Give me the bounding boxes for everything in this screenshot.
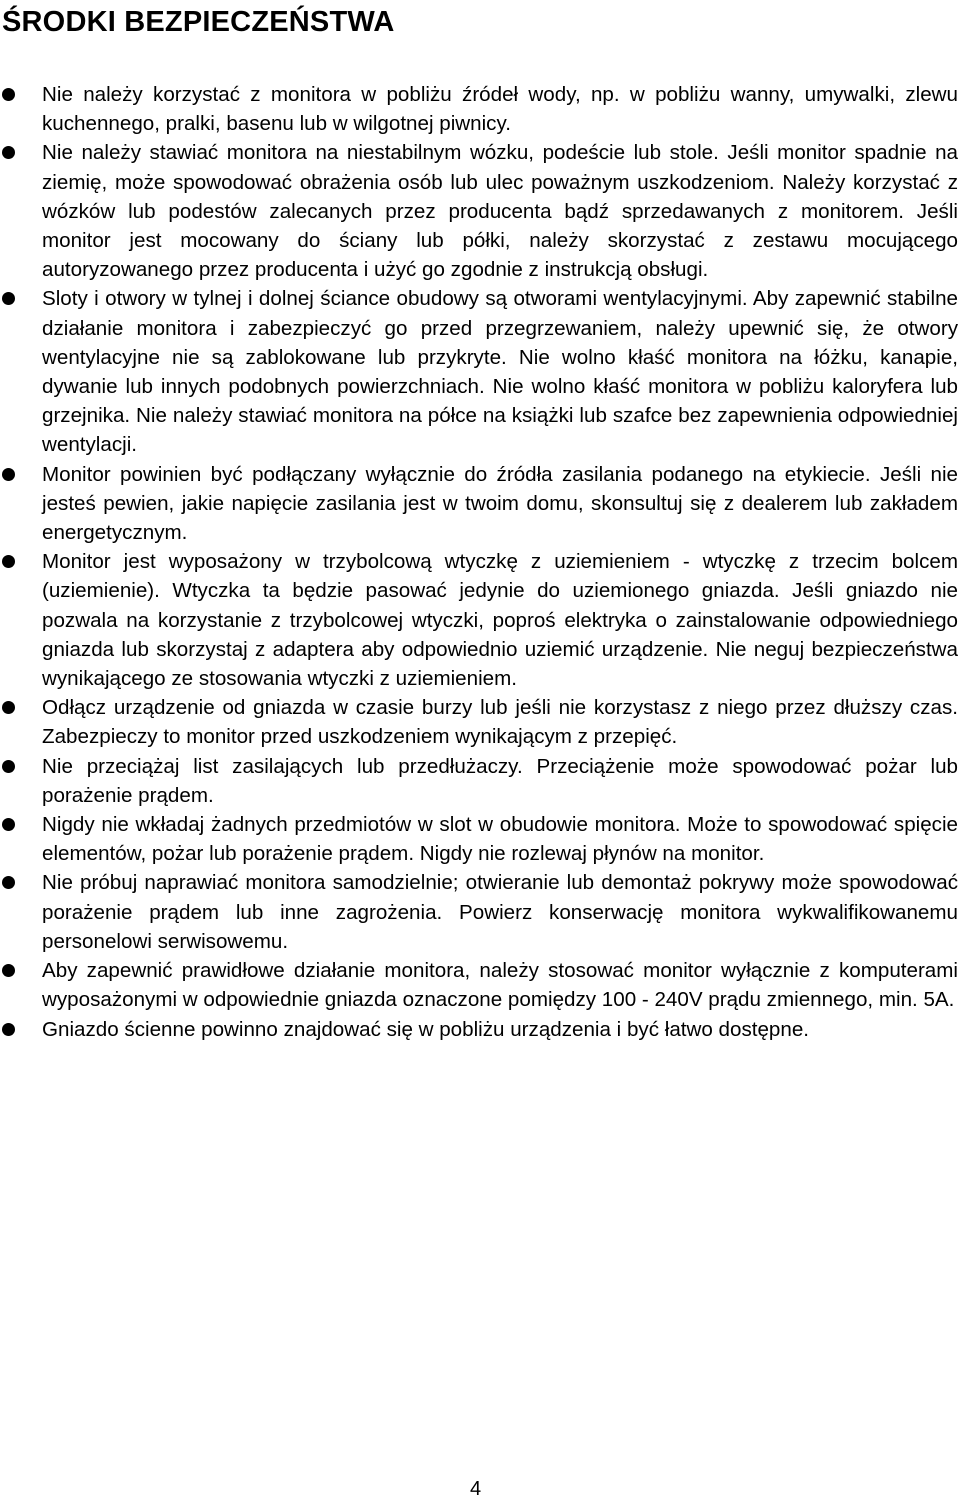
- list-item: [0, 80, 960, 138]
- list-item-text: Sloty i otwory w tylnej i dolnej ściance obudowy są otworami wentylacyjnymi. Aby zapewnić stabilne działanie monitora i zabezpieczyć go przed przegrzewaniem, należy upewnić się, że otwory wentylacyjne nie są zablokowane lub przykryte. Nie wolno kłaść monitora na łóżku, kanapie, dywanie lub innych podobnych powierzchniach. Nie wolno kłaść monitora w pobliżu kaloryfera lub grzejnika. Nie należy stawiać monitora na półce na książki lub szafce bez zapewnienia odpowiedniej wentylacji.: [42, 287, 958, 457]
- list-item: [0, 810, 960, 868]
- list-item: [0, 547, 960, 693]
- page-number: 4: [470, 1478, 482, 1500]
- list-item-text: Nie należy korzystać z monitora w pobliżu źródeł wody, np. w pobliżu wanny, umywalki, zlewu kuchennego, pralki, basenu lub w wilgotnej piwnicy.: [42, 83, 958, 136]
- list-item-text: Monitor powinien być podłączany wyłącznie do źródła zasilania podanego na etykiecie. Jeśli nie jesteś pewien, jakie napięcie zasilania jest w twoim domu, skonsultuj się z dealerem lub zakładem energetycznym.: [42, 462, 958, 545]
- bullet-icon: [2, 876, 15, 889]
- safety-list: [0, 80, 960, 1044]
- bullet-icon: [2, 555, 15, 568]
- list-item: [0, 460, 960, 548]
- list-item: [0, 1015, 960, 1044]
- list-item-text: Monitor jest wyposażony w trzybolcową wtyczkę z uziemieniem - wtyczkę z trzecim bolcem (uziemienie). Wtyczka ta będzie pasować jedynie do uziemionego gniazda. Jeśli gniazdo nie pozwala na korzystanie z trzybolcowej wtyczki, poproś elektryka o zainstalowanie odpowiedniego gniazda lub skorzystaj z adaptera aby odpowiednio uziemić urządzenie. Nie neguj bezpieczeństwa wynikającego ze stosowania wtyczki z uziemieniem.: [42, 550, 958, 691]
- bullet-icon: [2, 468, 15, 481]
- list-item: [0, 693, 960, 751]
- list-item: [0, 868, 960, 956]
- list-item-text: Nigdy nie wkładaj żadnych przedmiotów w slot w obudowie monitora. Może to spowodować spięcie elementów, pożar lub porażenie prądem. Nigdy nie rozlewaj płynów na monitor.: [42, 813, 958, 866]
- page-title: ŚRODKI BEZPIECZEŃSTWA: [2, 6, 395, 38]
- list-item: [0, 752, 960, 810]
- list-item-text: Nie próbuj naprawiać monitora samodzielnie; otwieranie lub demontaż pokrywy może spowodować porażenie prądem lub inne zagrożenia. Powierz konserwację monitora wykwalifikowanemu personelowi serwisowemu.: [42, 871, 958, 953]
- bullet-icon: [2, 964, 15, 977]
- bullet-icon: [2, 818, 15, 831]
- list-item-text: Nie przeciążaj list zasilających lub przedłużaczy. Przeciążenie może spowodować pożar lub porażenie prądem.: [42, 754, 958, 807]
- bullet-icon: [2, 1023, 15, 1036]
- bullet-icon: [2, 146, 15, 159]
- list-item: [0, 956, 960, 1014]
- bullet-icon: [2, 701, 15, 714]
- list-item: [0, 138, 960, 284]
- list-item-text: Gniazdo ścienne powinno znajdować się w pobliżu urządzenia i być łatwo dostępne.: [42, 1017, 810, 1041]
- list-item-text: Aby zapewnić prawidłowe działanie monitora, należy stosować monitor wyłącznie z komputerami wyposażonymi w odpowiednie gniazda oznaczone pomiędzy 100 - 240V prądu zmiennego, min. 5A.: [42, 959, 958, 1012]
- bullet-icon: [2, 88, 15, 101]
- list-item-text: Odłącz urządzenie od gniazda w czasie burzy lub jeśli nie korzystasz z niego przez dłuższy czas. Zabezpieczy to monitor przed uszkodzeniem wynikającym z przepięć.: [42, 696, 958, 749]
- list-item: [0, 284, 960, 459]
- bullet-icon: [2, 760, 15, 773]
- list-item-text: Nie należy stawiać monitora na niestabilnym wózku, podeście lub stole. Jeśli monitor spadnie na ziemię, może spowodować obrażenia osób lub ulec poważnym uszkodzeniom. Należy korzystać z wózków lub podestów zalecanych przez producenta bądź sprzedawanych z monitorem. Jeśli monitor jest mocowany do ściany lub półki, należy skorzystać z zestawu mocującego autoryzowanego przez producenta i użyć go zgodnie z instrukcją obsługi.: [42, 141, 958, 282]
- bullet-icon: [2, 292, 15, 305]
